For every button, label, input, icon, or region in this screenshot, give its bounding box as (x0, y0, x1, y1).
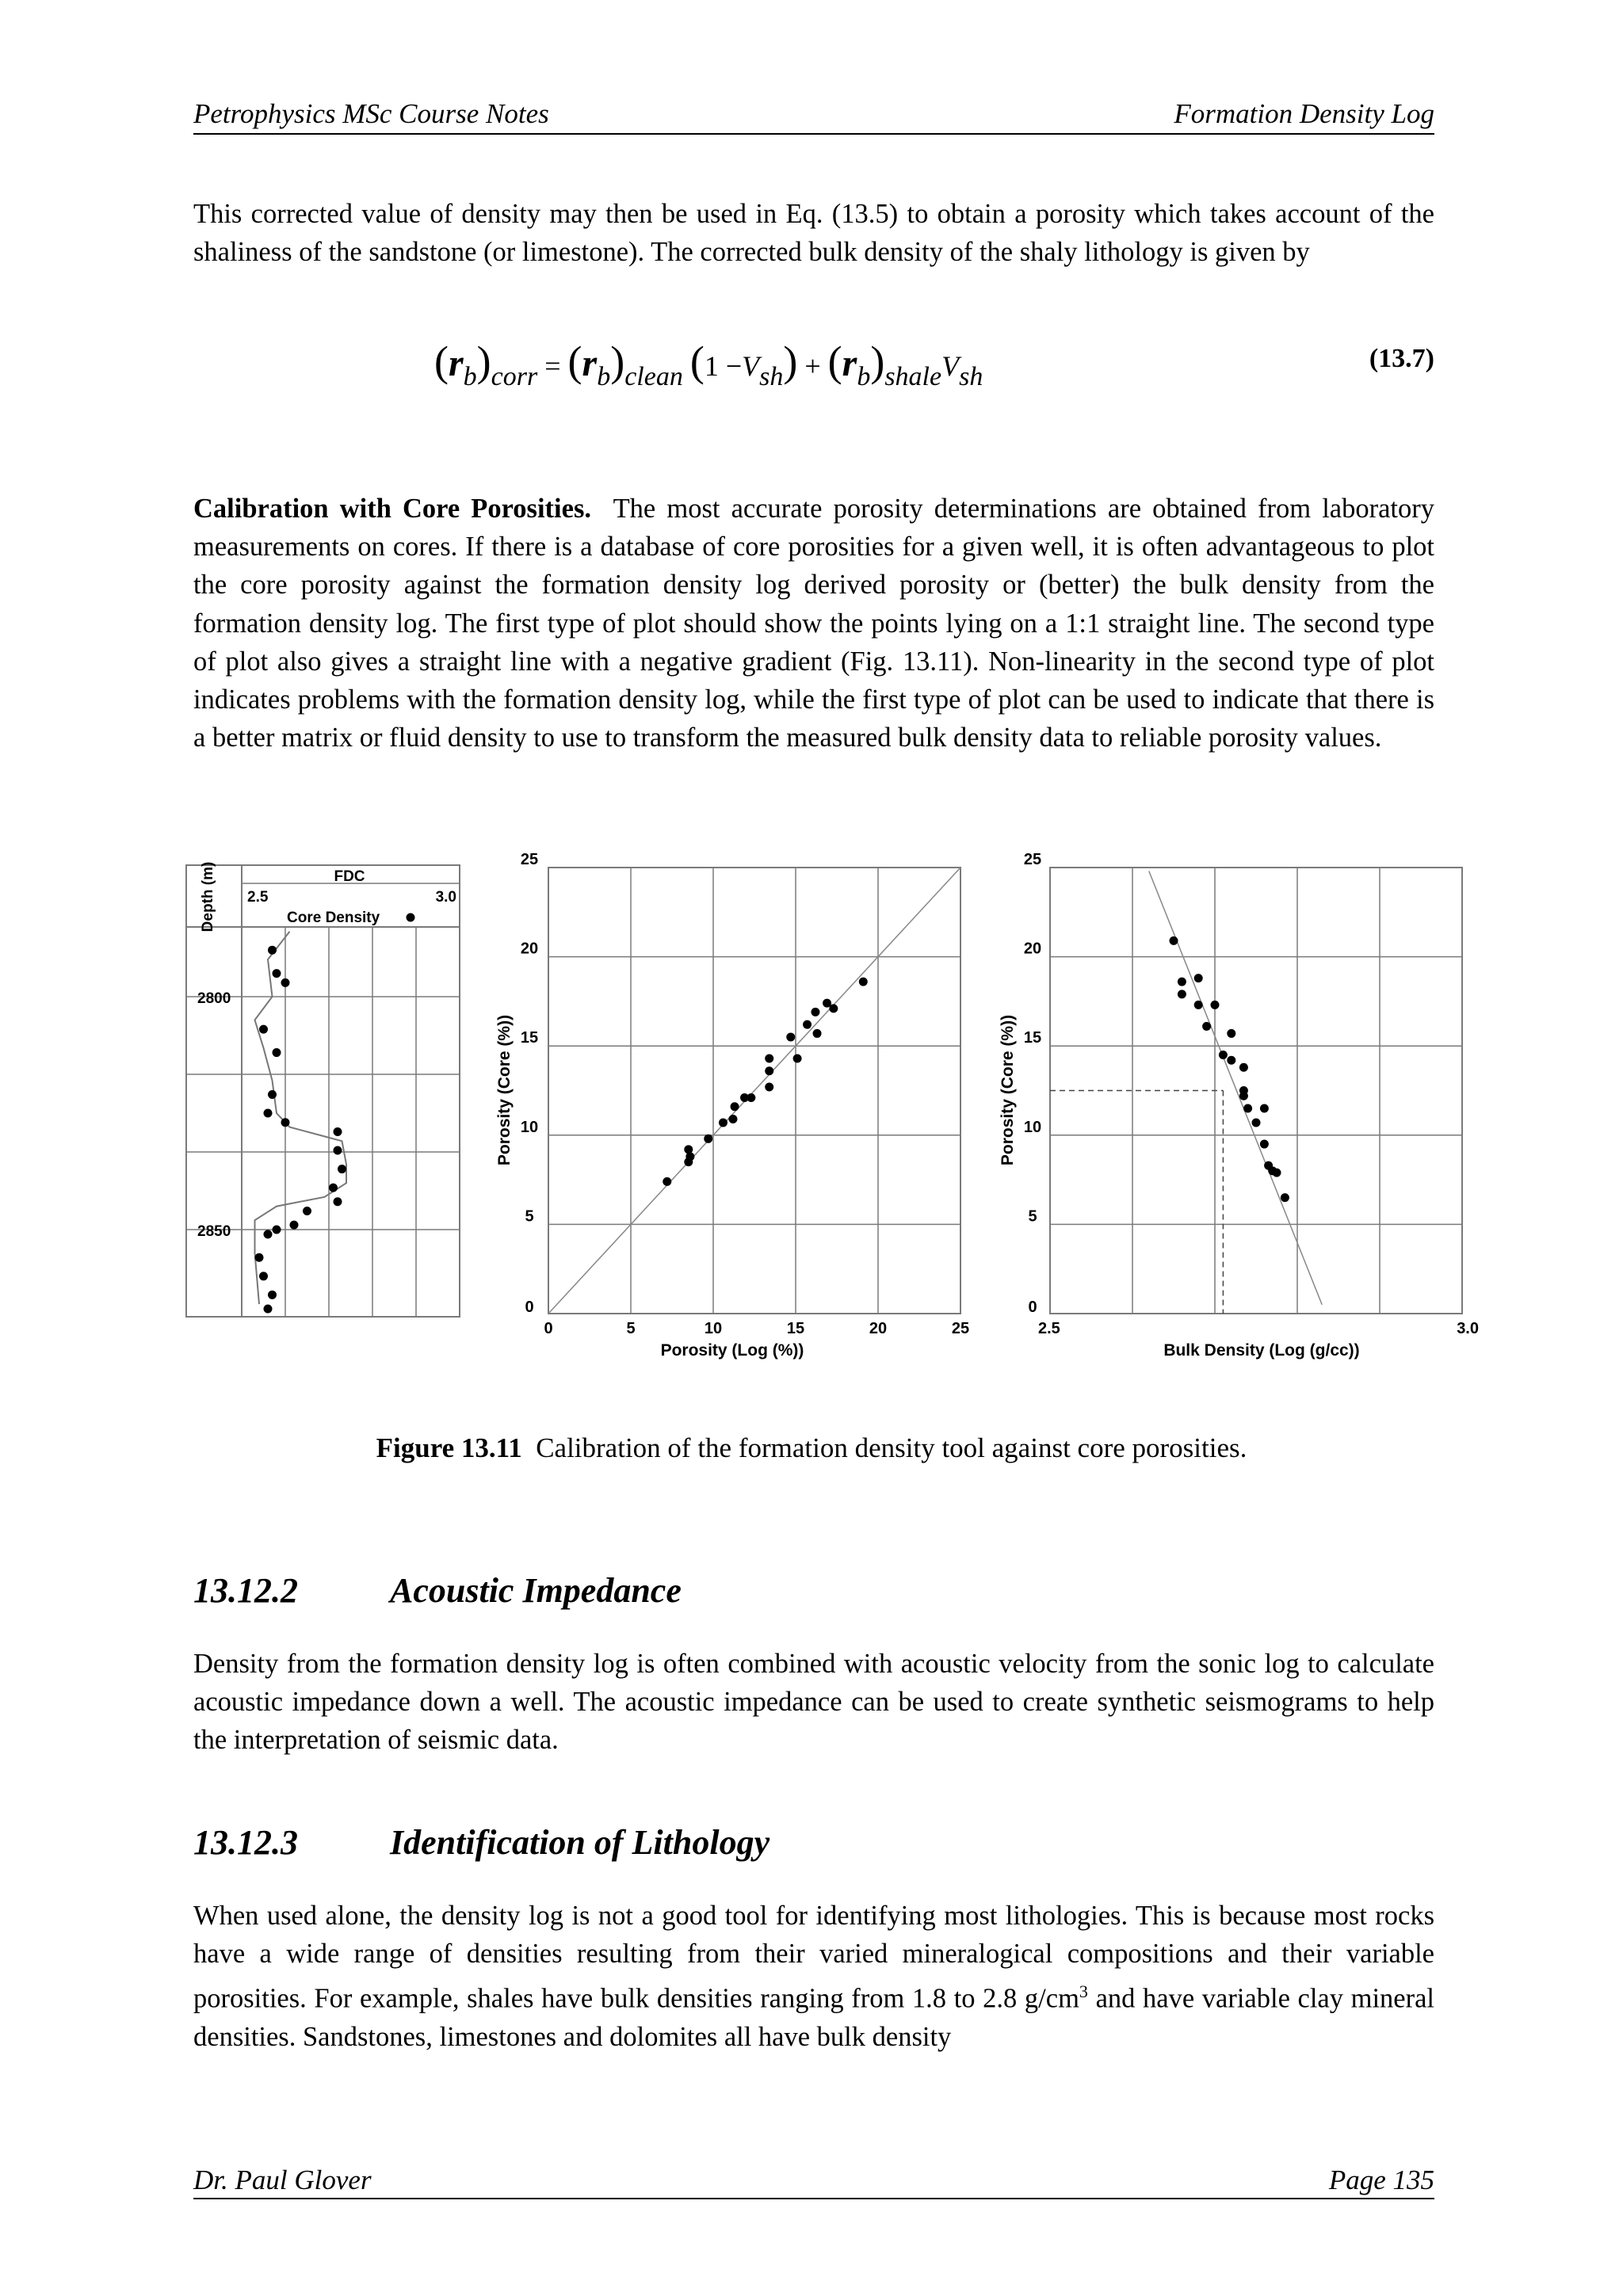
y-tick-label: 25 (1023, 851, 1042, 868)
data-point (1252, 1119, 1261, 1127)
depth-tick-label: 2850 (197, 1223, 231, 1240)
y-tick-label: 10 (1023, 1118, 1042, 1136)
page-footer (193, 2160, 1434, 2199)
figure-caption (0, 1432, 1623, 1464)
core-density-point (281, 978, 290, 987)
data-point (803, 1020, 812, 1029)
y-tick-label: 20 (1023, 940, 1042, 958)
data-point (663, 1177, 671, 1186)
y-tick-label: 5 (525, 1207, 534, 1226)
paragraph-corrected-density: This corrected value of density may then be used in Eq. (13.5) to obtain a porosity which takes account of the shaliness of the sandstone (or limestone). The corrected bulk density of the shaly lithology is given by (193, 199, 1434, 268)
data-point (1281, 1193, 1289, 1202)
core-density-point (334, 1146, 342, 1155)
section-title: Identification of Lithology (390, 1823, 770, 1862)
data-point (811, 1008, 819, 1016)
y-axis-label: Porosity (Core (%)) (999, 1014, 1017, 1166)
core-density-point (273, 969, 281, 978)
equation-number: (13.7) (1369, 344, 1434, 373)
section-heading-identification-of-lithology (193, 1822, 770, 1863)
figure-caption-label: Figure 13.11 (376, 1432, 522, 1463)
legend-label: Core Density (287, 910, 380, 926)
data-point (859, 978, 868, 986)
x-axis-label: Bulk Density (Log (g/cc)) (1163, 1341, 1360, 1360)
core-density-point (268, 946, 277, 955)
section-number: 13.12.3 (193, 1823, 298, 1862)
header-course-title: Petrophysics MSc Course Notes (193, 98, 549, 129)
section-title: Acoustic Impedance (390, 1571, 682, 1610)
core-density-point (268, 1291, 277, 1299)
y-axis-label: Depth (m) (200, 861, 216, 933)
data-point (793, 1054, 802, 1062)
x-tick-label: 0 (544, 1320, 553, 1337)
core-density-point (329, 1184, 338, 1192)
data-point (1170, 936, 1178, 945)
footer-author: Dr. Paul Glover (193, 2164, 372, 2195)
data-point (684, 1145, 693, 1154)
paragraph-body: The most accurate porosity determinations are obtained from laboratory measurements on cores. If there is a database of core porosities for a given well, it is often advantageous to plot the core porosity against the formation density log derived porosity or (better) the bulk density from the formation density log. The first type of plot should show the points lying on a 1:1 straight line. The second type of plot also gives a straight line with a negative gradient (Fig. 13.11). Non-linearity in the second type of plot indicates problems with the formation density log, while the first type of plot can be used to indicate that there is a better matrix or fluid density to use to transform the measured bulk density data to reliable porosity values. (193, 494, 1434, 753)
y-tick-label: 15 (520, 1029, 539, 1047)
core-density-point (264, 1109, 273, 1118)
data-point (731, 1102, 739, 1111)
core-density-point (338, 1165, 346, 1173)
section-number: 13.12.2 (193, 1571, 298, 1610)
core-density-point (303, 1207, 311, 1215)
y-tick-label: 15 (1023, 1029, 1042, 1047)
data-point (1227, 1029, 1235, 1038)
data-point (704, 1135, 712, 1143)
core-density-point (264, 1230, 273, 1238)
x-tick-label: 3.0 (435, 889, 456, 906)
y-tick-label: 0 (525, 1299, 534, 1316)
data-point (1260, 1104, 1269, 1113)
data-point (747, 1093, 755, 1102)
core-density-point (273, 1048, 281, 1057)
data-point (1194, 974, 1203, 982)
trend-line (1149, 871, 1322, 1305)
x-tick-label: 2.5 (1038, 1320, 1060, 1337)
x-tick-label: 5 (626, 1320, 636, 1337)
x-axis-label: Porosity (Log (%)) (660, 1341, 804, 1360)
paragraph-lead: Calibration with Core Porosities. (193, 494, 591, 524)
x-tick-label: 3.0 (1457, 1320, 1479, 1337)
data-point (1239, 1063, 1248, 1072)
data-point (1239, 1092, 1248, 1100)
paragraph-core-calibration (193, 490, 1434, 757)
data-point (1219, 1051, 1228, 1059)
data-point (813, 1029, 822, 1038)
x-tick-label: 15 (786, 1320, 805, 1337)
x-tick-label: 2.5 (247, 889, 269, 906)
y-tick-label: 10 (520, 1118, 539, 1136)
core-density-point (255, 1253, 264, 1262)
paragraph-acoustic-impedance: Density from the formation density log is often combined with acoustic velocity from the sonic log to calculate acoustic impedance down a well. The acoustic impedance can be used to create synthetic seismograms to help the interpretation of seismic data. (193, 1649, 1434, 1756)
depth-tick-label: 2800 (197, 990, 231, 1007)
data-point (765, 1082, 773, 1091)
data-point (1260, 1140, 1269, 1149)
data-point (786, 1032, 795, 1041)
data-point (1178, 978, 1186, 986)
core-vs-log-porosity-plot (495, 851, 969, 1360)
y-tick-label: 25 (520, 851, 539, 868)
y-axis-label: Porosity (Core (%)) (495, 1014, 514, 1166)
fdc-log-panel (186, 862, 460, 1317)
data-point (829, 1004, 838, 1013)
data-point (728, 1115, 737, 1123)
x-tick-label: 25 (951, 1320, 970, 1337)
figure-13-11 (0, 848, 1623, 1363)
data-point (1243, 1104, 1252, 1113)
track-title: FDC (334, 868, 365, 885)
data-point (765, 1054, 773, 1062)
data-point (1178, 990, 1186, 998)
data-point (1211, 1001, 1220, 1009)
core-density-point (259, 1025, 268, 1034)
panel-frame (186, 865, 460, 1317)
data-point (1202, 1022, 1211, 1031)
core-density-point (259, 1272, 268, 1280)
data-point (765, 1066, 773, 1075)
footer-page-number: Page 135 (1328, 2164, 1434, 2195)
core-density-point (290, 1221, 299, 1230)
equation-13-7: $(r_b)_{corr} = (r_b)_{clean}$ $(1 -V_{sh}) + (r_b)_{shale}V_{sh}$ (434, 338, 983, 391)
y-tick-label: 5 (1028, 1207, 1037, 1226)
core-density-point (264, 1304, 273, 1313)
y-tick-label: 0 (1028, 1299, 1037, 1316)
y-tick-label: 20 (520, 940, 539, 958)
data-point (1227, 1056, 1235, 1065)
core-density-point (334, 1197, 342, 1206)
header-chapter-title: Formation Density Log (1174, 98, 1434, 129)
figure-caption-text: Calibration of the formation density tool against core porosities. (536, 1432, 1247, 1463)
core-density-point (273, 1226, 281, 1234)
data-point (1273, 1169, 1281, 1177)
section-heading-acoustic-impedance (193, 1570, 682, 1611)
fdc-log-curve (255, 932, 347, 1304)
core-density-point (268, 1090, 277, 1099)
core-porosity-vs-bulk-density-plot (999, 851, 1479, 1360)
core-density-point (334, 1127, 342, 1136)
legend-marker (407, 913, 415, 922)
page-header (193, 93, 1434, 135)
one-to-one-line (548, 868, 960, 1314)
x-tick-label: 10 (704, 1320, 723, 1337)
paragraph-lithology: When used alone, the density log is not a good tool for identifying most lithologies. This is because most rocks have a wide range of densities resulting from their varied mineralogical compositions and their variable porosities. For example, shales have bulk densities ranging from 1.8 to 2.8 $g/cm^3$ and have variable clay mineral densities. Sandstones, limestones and dolomites all have bulk density (193, 1901, 1434, 2053)
data-point (1194, 1001, 1203, 1009)
x-tick-label: 20 (869, 1320, 888, 1337)
data-point (719, 1119, 727, 1127)
core-density-point (281, 1118, 290, 1127)
